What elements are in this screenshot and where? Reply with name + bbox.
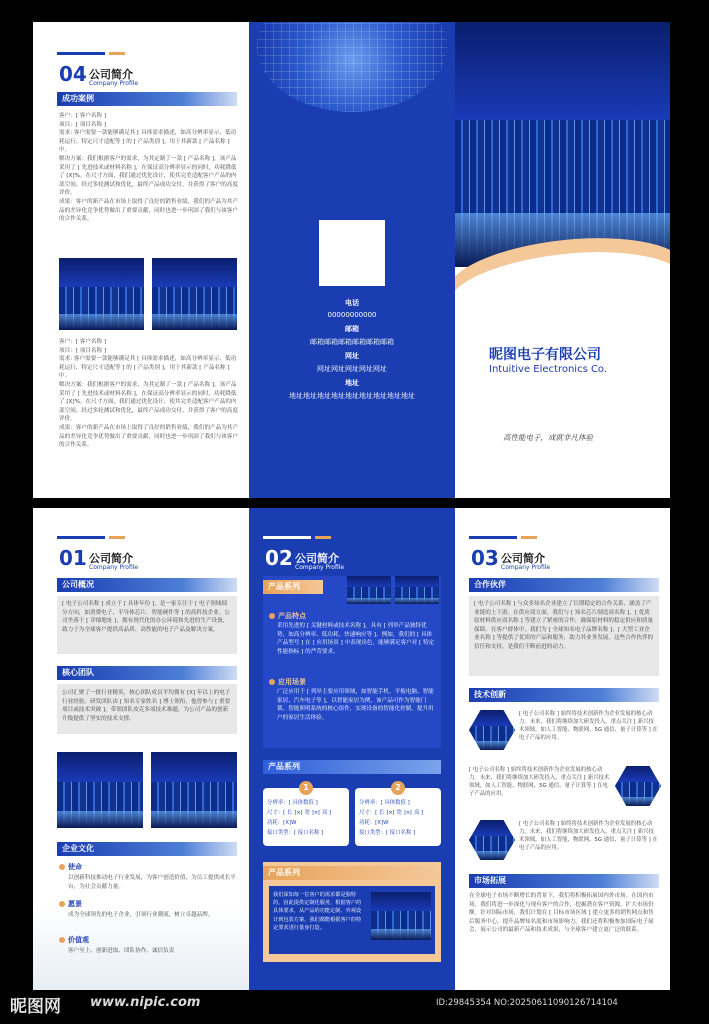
bullet-icon xyxy=(59,937,65,943)
section-subtitle: Company Profile xyxy=(89,564,139,571)
spec-card-1-number: 1 xyxy=(299,781,313,795)
custom-series-text: 我们深知每一位客户的需求都是独特的，因此提供定制化服务，根据客户的具体要求，从产品的功能定制、外观设计到包装方案，我们都能根据客户的特定要求进行量身打造。 xyxy=(273,892,362,931)
feature-title: 产品特点 xyxy=(278,612,306,620)
watermark-url: www.nipic.com xyxy=(90,995,201,1010)
tech-text-3: [ 电子公司名称 ] 始终将技术创新作为企业发展的核心动力。未来，我们将继续加大研发投入，重点关注 [ 新兴技术领域，如人工智能、物联网、5G 通信、量子计算等 ] 在电子产品的应用。 xyxy=(519,821,658,851)
section-number: 02 xyxy=(265,546,293,570)
overview-text: [ 电子公司名称 ] 成立于 [ 具体年份 ]，是一家专注于 [ 电子领域细分方向，如消费电子、半导体芯片、智能硬件等 ] 的高科技企业。公司坐落于 [ 详细地址 ]，拥有现代化的办公环境和先进的生产设备，致力于为全球客户提供高品质、高性能的电子产品及解决方案。 xyxy=(62,601,230,633)
spec-card-2-line1: 分辨率：[ 具体数值 ] xyxy=(359,800,410,806)
section-number: 04 xyxy=(59,62,87,86)
tech-text-2: [ 电子公司名称 ] 始终将技术创新作为企业发展的核心动力。未来，我们将继续加大研发投入，重点关注 [ 新兴技术领域，如人工智能、物联网、5G 通信、量子计算等 ] 在电子产品的应用。 xyxy=(469,767,610,797)
section-subtitle: Company Profile xyxy=(295,564,345,571)
company-name-en: Intuitive Electronics Co. xyxy=(489,364,608,375)
qr-code-placeholder xyxy=(319,220,385,286)
bullet-icon xyxy=(59,901,65,907)
panel-product-series xyxy=(249,508,455,990)
label-success-cases: 成功案例 xyxy=(57,92,237,106)
product-label-2: 产品系列 xyxy=(263,760,441,774)
mail-value: 邮箱邮箱邮箱邮箱邮箱邮箱 xyxy=(310,338,394,346)
mission-text: 以创新科技推动电子行业发展，为客户创造价值，为员工提供成长平台，为社会贡献力量。 xyxy=(68,875,236,890)
mail-label: 邮箱 xyxy=(345,325,359,333)
spec-card-1-line3: 功耗：[X]W xyxy=(267,820,297,826)
value-text: 客户至上、创新进取、团队协作、诚信负责 xyxy=(68,948,175,954)
mission-title: 使命 xyxy=(68,863,82,871)
feature-text: 采用先进的 [ 关键材料或技术名称 ]，具有 [ 列举产品独特优势，如高分辨率、低功耗、快速响应等 ]。例如，我们的 [ 具体产品型号 ] 在 [ 应用场景 ] 中表现出色，能够满足客户对 [ 特定性能指标 ] 的严苛要求。 xyxy=(277,623,435,655)
product-label-3: 产品系列 xyxy=(263,866,441,880)
spec-card-1-line2: 尺寸：[ 长 ]×[ 宽 ]×[ 高 ] xyxy=(267,810,332,816)
product-image-2 xyxy=(395,576,439,604)
watermark-logo: 昵图网 xyxy=(10,997,61,1017)
team-text: 公司汇聚了一批行业精英，核心团队成员平均拥有 [X] 年以上的电子行业经验。研发团队由 [ 知名专家姓名 ] 博士领衔，他曾参与 [ 重要项目或技术突破 ]，带领团队攻克多项技术难题，为公司产品的创新升级提供了坚实的技术支撑。 xyxy=(62,690,231,722)
spec-card-2-line2: 尺寸：[ 长 ]×[ 宽 ]×[ 高 ] xyxy=(359,810,424,816)
section-subtitle: Company Profile xyxy=(89,80,139,87)
case-2-text: 客户：[ 客户名称 ] 项目：[ 项目名称 ] 需求: 客户需要一款能够满足其 [ 具体需求描述，如高分辨率显示、低功耗运行、特定尺寸适配等 ] 的 [ 产品类别 ]，用于其新款 [ 产品名称 ] 中。 解决方案：我们根据客户的需求，为其定制了一款 [ 产品名称 ]。该产品采用了 [ 先进技术或材料名称 ]，在保证高分辨率显示的同时，功耗降低了 [X]%。在尺寸方面，我们通过优化设计，使其完美适配客户产品的内部空间。经过多轮测试和优化，最终产品成功交付，并获得了客户的高度评价。 成果：客户的新产品在市场上取得了良好的销售业绩，我们的产品为其产品的差异化竞争优势做出了重要贡献，同时也进一步巩固了我们与该客户的合作关系。 xyxy=(59,339,239,449)
tech-hex-image-2 xyxy=(615,766,661,806)
label-company-overview: 公司概况 xyxy=(57,578,237,592)
tech-hex-image-1 xyxy=(469,710,515,750)
company-slogan: 高性能电子，成就非凡体验 xyxy=(503,433,593,442)
cover-city-image xyxy=(455,22,670,267)
section-title: 公司简介 xyxy=(501,552,545,565)
custom-series-image xyxy=(371,892,431,940)
case-image-1 xyxy=(59,258,144,330)
tech-hex-image-3 xyxy=(469,820,515,860)
application-title: 应用场景 xyxy=(278,678,306,686)
section-title: 公司简介 xyxy=(295,552,339,565)
vision-text: 成为全球领先的电子企业，引领行业潮流，树立卓越品牌。 xyxy=(68,912,214,918)
vision-title: 愿景 xyxy=(68,900,82,908)
section-title: 公司简介 xyxy=(89,552,133,565)
case-1-text: 客户：[ 客户名称 ] 项目：[ 项目名称 ] 需求: 客户需要一款能够满足其 [ 具体需求描述，如高分辨率显示、低功耗运行、特定尺寸适配等 ] 的 [ 产品类别 ]，用于其新款 [ 产品名称 ] 中。 解决方案：我们根据客户的需求，为其定制了一款 [ 产品名称 ]。该产品采用了 [ 先进技术或材料名称 ]，在保证高分辨率显示的同时，功耗降低了 [X]%。在尺寸方面，我们通过优化设计，使其完美适配客户产品的内部空间。经过多轮测试和优化，最终产品成功交付，并获得了客户的高度评价。 成果：客户的新产品在市场上取得了良好的销售业绩，我们的产品为其产品的差异化竞争优势做出了重要贡献，同时也进一步巩固了我们与该客户的合作关系。 xyxy=(59,113,239,223)
panel-cover xyxy=(455,22,670,498)
spec-card-2-number: 2 xyxy=(391,781,405,795)
team-image-1 xyxy=(57,752,143,828)
globe-grid xyxy=(257,22,447,112)
panel-contact xyxy=(249,22,455,498)
spec-card-1-line4: 接口类型：[ 接口名称 ] xyxy=(267,830,324,836)
company-name-cn: 昵图电子有限公司 xyxy=(489,347,601,363)
section-number: 03 xyxy=(471,546,499,570)
section-number: 01 xyxy=(59,546,87,570)
market-text: 在全球电子市场不断增长的背景下，我们将积极拓展国内外市场。在国内市场，我们将进一步深化与现有客户的合作，挖掘潜在客户资源，扩大市场份额。针对国际市场，我们计划在 [ 目标市场区域 ] 建立更多的销售网点和售后服务中心，提升品牌知名度和市场影响力。我们还将积极参加国际电子展会，展示公司的最新产品和技术成果，与全球客户建立更广泛的联系。 xyxy=(469,893,654,934)
bullet-icon xyxy=(269,679,275,685)
label-culture: 企业文化 xyxy=(57,842,237,856)
bullet-icon xyxy=(269,613,275,619)
application-text: 广泛应用于 [ 列举主要应用领域，如智能手机、平板电脑、智能家居、汽车电子等 ]，以智能家居为例，该产品可作为智能门锁、智能照明系统的核心组件，实现设备的智能化控制，提升用户的家居生活体验。 xyxy=(277,689,434,721)
bullet-icon xyxy=(59,864,65,870)
label-core-team: 核心团队 xyxy=(57,666,237,680)
web-value: 网址网址网址网址网址 xyxy=(317,365,387,373)
brochure-outside xyxy=(33,22,670,498)
label-tech-innovation: 技术创新 xyxy=(469,688,659,702)
case-image-2 xyxy=(152,258,237,330)
spec-card-1-line1: 分辨率：[ 具体数值 ] xyxy=(267,800,318,806)
addr-value: 地址地址地址地址地址地址地址地址地址 xyxy=(289,392,415,400)
panel-success-cases xyxy=(33,22,249,498)
team-image-2 xyxy=(151,752,237,828)
brochure-inside xyxy=(33,508,670,990)
spec-card-2-line4: 接口类型：[ 接口名称 ] xyxy=(359,830,416,836)
product-label-1: 产品系列 xyxy=(263,580,323,594)
phone-value: 00000000000 xyxy=(327,311,377,319)
addr-label: 地址 xyxy=(345,379,359,387)
web-label: 网址 xyxy=(345,352,359,360)
partners-text: [ 电子公司名称 ] 与众多知名企业建立了长期稳定的合作关系，涵盖了产业链的上下游。在供应商方面，我们与 [ 知名芯片制造商名称 ]、[ 优质原材料供应商名称 ] 等建立了紧密的合作，确保原材料的稳定供应和质量保障。在客户群体中，我们为 [ 全球知名电子品牌名称 ]、[ 大型工业企业名称 ] 等提供了优质的产品和服务，助力其业务发展。这些合作伙伴的信任和支持，是我们不断前进的动力。 xyxy=(474,601,654,650)
section-title: 公司简介 xyxy=(89,68,133,81)
watermark-id: ID:29845354 NO:20250611090126714104 xyxy=(436,998,618,1008)
phone-label: 电话 xyxy=(345,299,359,307)
value-title: 价值观 xyxy=(68,936,89,944)
product-image-1 xyxy=(347,576,391,604)
panel-company-overview xyxy=(33,508,249,990)
label-market-expansion: 市场拓展 xyxy=(469,874,659,888)
label-partners: 合作伙伴 xyxy=(469,578,659,592)
tech-text-1: [ 电子公司名称 ] 始终将技术创新作为企业发展的核心动力。未来，我们将继续加大研发投入，重点关注 [ 新兴技术领域，如人工智能、物联网、5G 通信、量子计算等 ] 在电子产品的应用。 xyxy=(519,711,658,741)
spec-card-2-line3: 功耗：[X]W xyxy=(359,820,389,826)
section-subtitle: Company Profile xyxy=(501,564,551,571)
panel-partners-innovation xyxy=(455,508,670,990)
